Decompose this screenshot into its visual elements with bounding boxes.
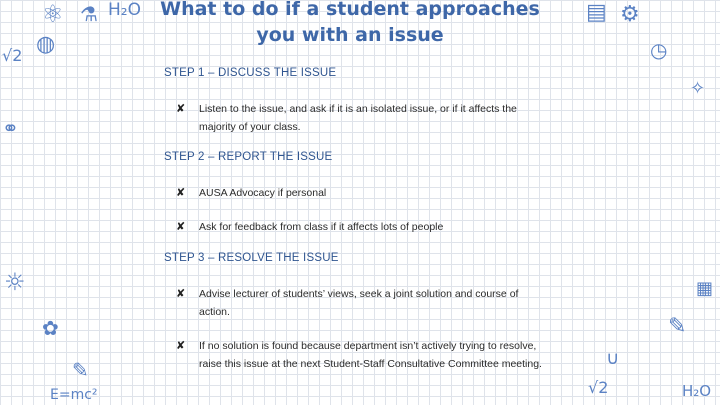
title-line-2: you with an issue <box>256 24 444 46</box>
list-item <box>164 184 544 202</box>
step-3-heading: STEP 3 – RESOLVE THE ISSUE <box>164 252 339 264</box>
brain-icon: ✿ <box>42 316 59 340</box>
cross-bullet-icon: ✘ <box>176 187 186 199</box>
lightbulb-icon: ☼ <box>4 268 26 296</box>
step-2-heading: STEP 2 – REPORT THE ISSUE <box>164 151 333 163</box>
cross-bullet-icon: ✘ <box>176 288 186 300</box>
h2o-formula: H₂O <box>108 0 141 20</box>
molecule-icon: ⚭ <box>2 116 19 140</box>
list-item <box>164 285 544 321</box>
list-item-text: If no solution is found because department isn’t actively trying to resolve, raise this issue at the next Student-Staff Consultative Committee meeting. <box>199 340 542 370</box>
slide-title <box>150 0 550 48</box>
steps-list <box>164 66 544 373</box>
flask-icon: ⚗ <box>80 2 98 26</box>
sqrt-formula-right: √2 <box>588 378 609 397</box>
cross-bullet-icon: ✘ <box>176 103 186 115</box>
list-item <box>164 100 544 136</box>
list-item-text: AUSA Advocacy if personal <box>199 187 327 199</box>
formula-text: E=mc² <box>50 387 98 403</box>
magnet-icon: ∪ <box>606 348 620 369</box>
step-1-heading: STEP 1 – DISCUSS THE ISSUE <box>164 67 337 79</box>
list-item-text: Advise lecturer of students’ views, seek a joint solution and course of action. <box>199 288 519 318</box>
clipboard-icon: ▤ <box>586 0 607 25</box>
sqrt-formula: √2 <box>2 46 23 65</box>
test-tube-icon: ✎ <box>668 314 687 339</box>
title-line-1: What to do if a student approaches <box>160 0 540 20</box>
cross-bullet-icon: ✘ <box>176 221 186 233</box>
list-item-text: Listen to the issue, and ask if it is an isolated issue, or if it affects the majority of your class. <box>199 103 517 133</box>
globe-icon: ◍ <box>36 32 56 57</box>
star-icon: ✧ <box>690 78 706 99</box>
cross-bullet-icon: ✘ <box>176 340 186 352</box>
atom-icon: ⚛ <box>42 0 64 28</box>
list-item <box>164 218 544 236</box>
gear-icon: ⚙ <box>620 2 640 27</box>
clock-icon: ◷ <box>650 38 668 62</box>
h2o-formula-right: H₂O <box>682 382 712 400</box>
pencil-icon: ✎ <box>72 358 89 382</box>
calculator-icon: ▦ <box>696 278 714 299</box>
list-item <box>164 337 544 373</box>
list-item-text: Ask for feedback from class if it affects lots of people <box>199 221 444 233</box>
